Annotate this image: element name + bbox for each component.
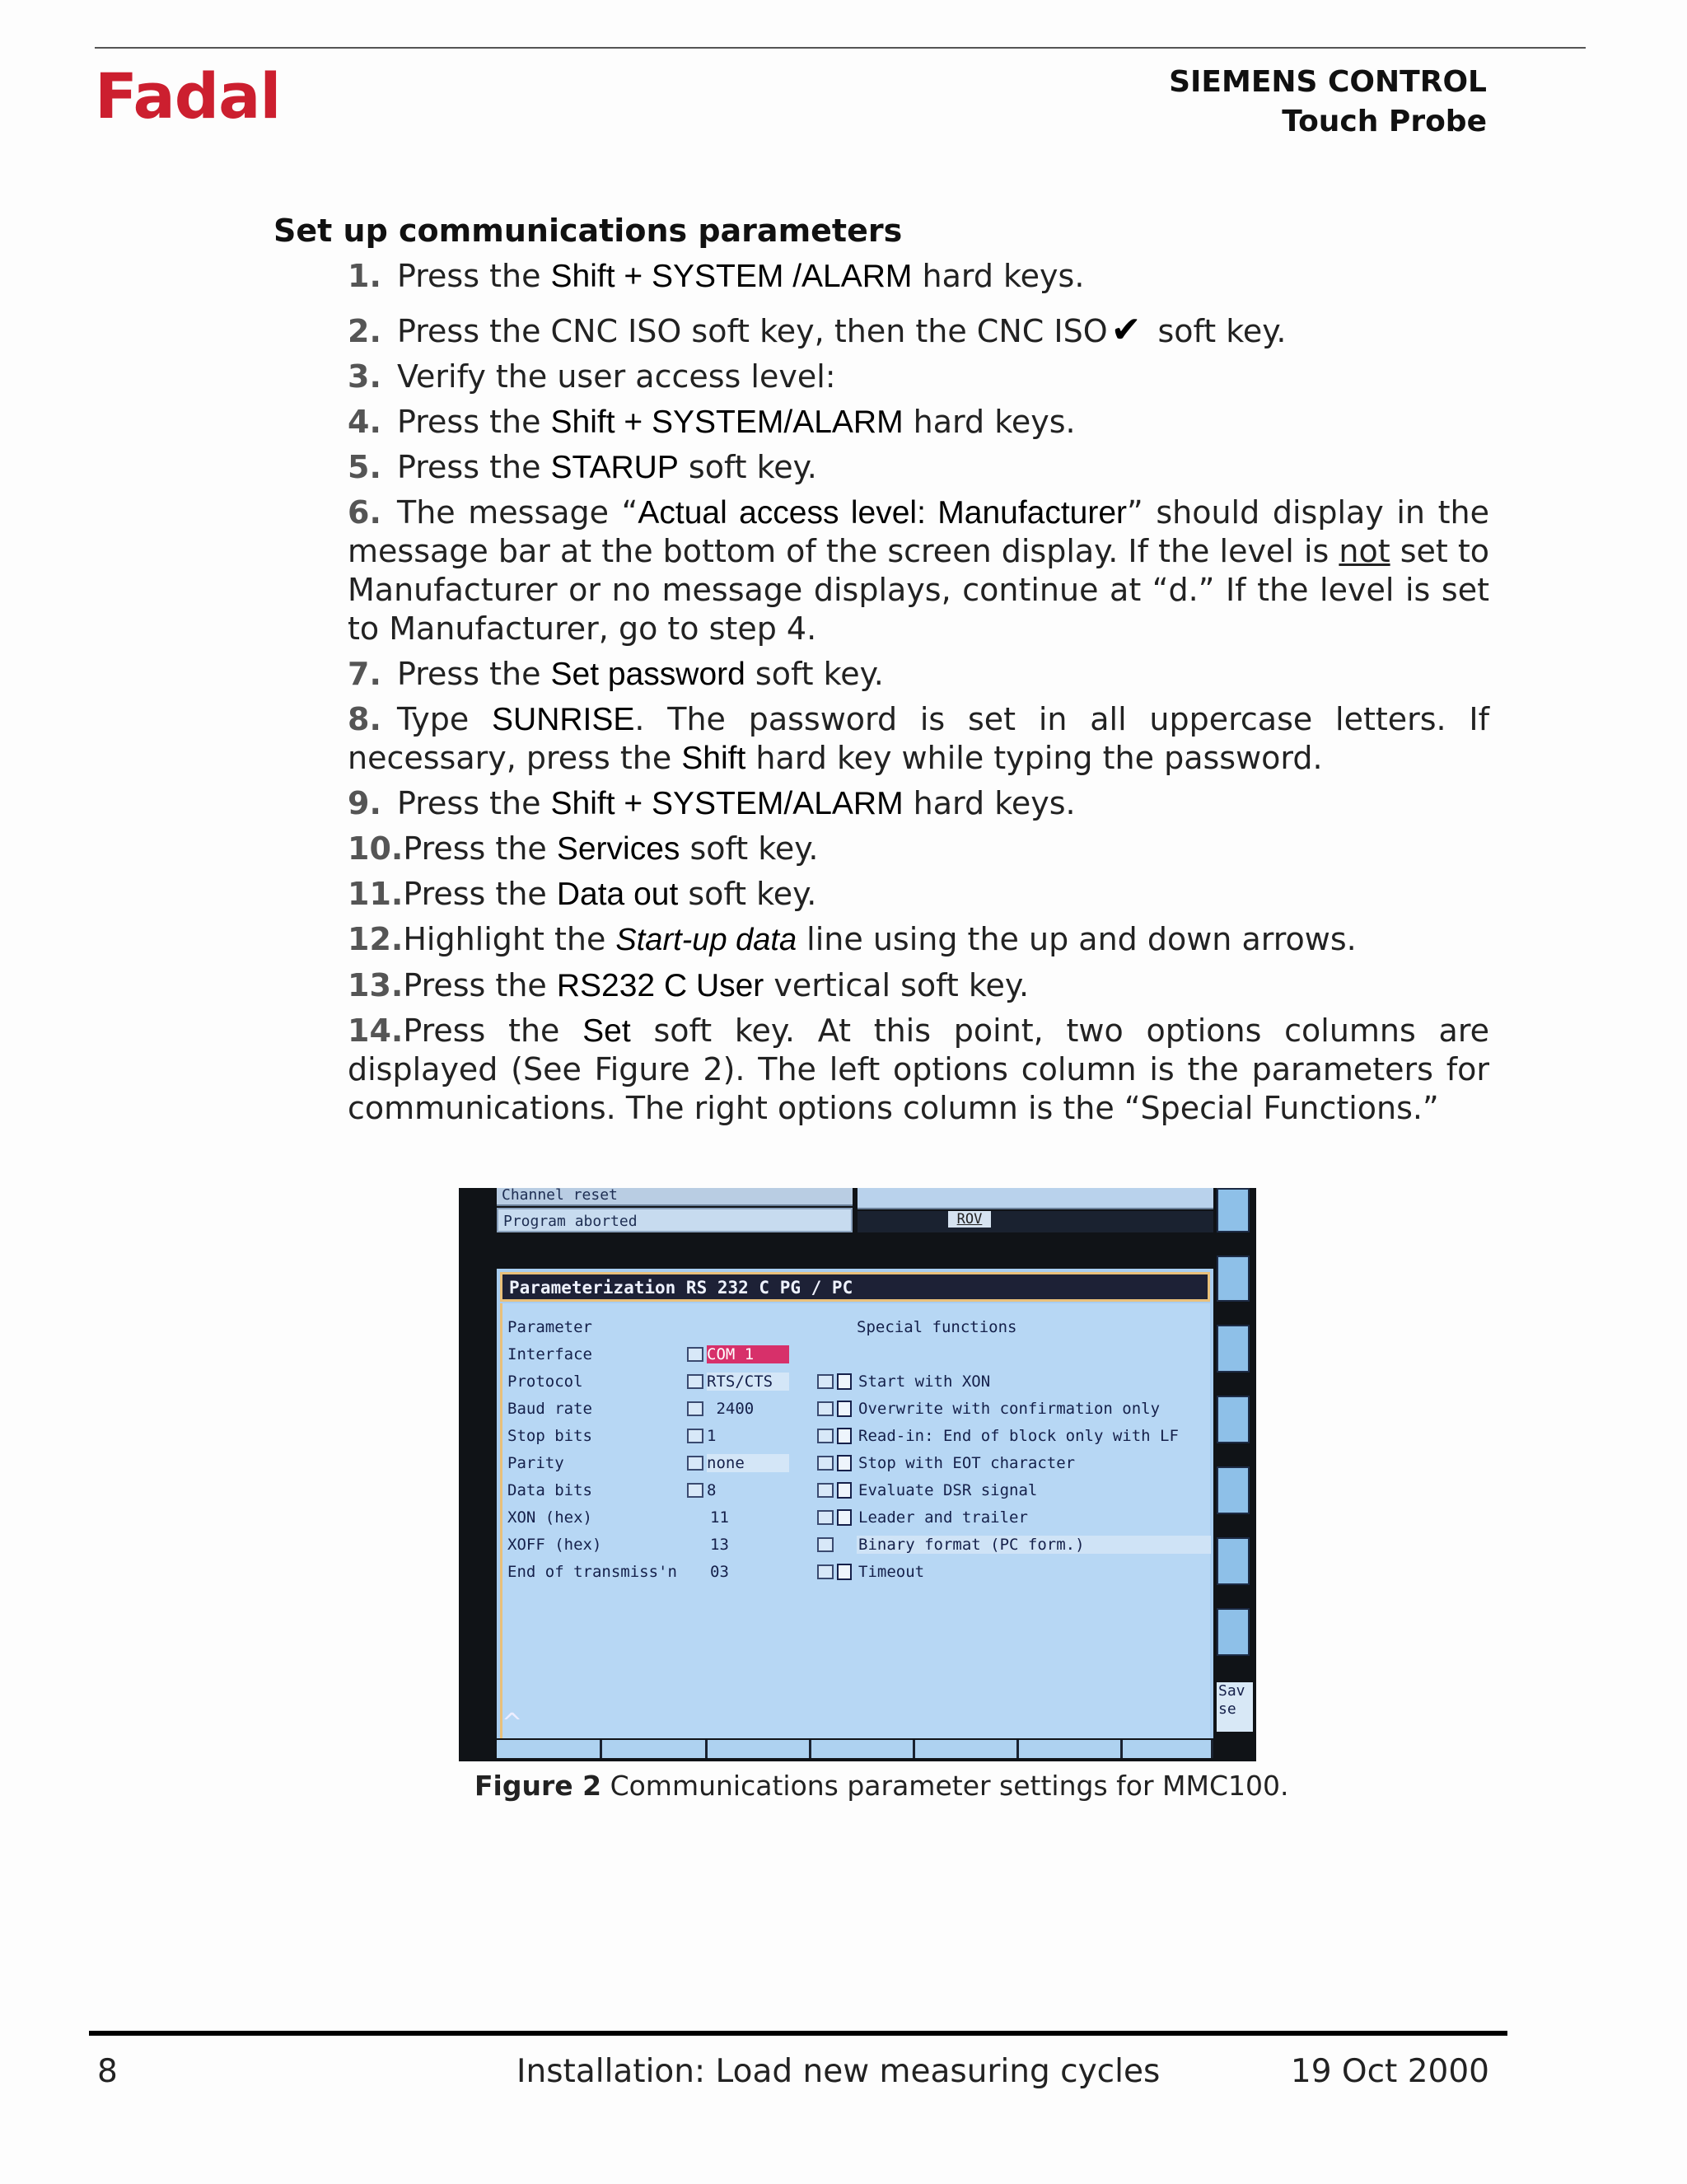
figure-caption-text: Communications parameter settings for MMC100. [601,1770,1289,1802]
step-number: 6. [348,494,381,531]
special-option-label: Read-in: End of block only with LF [858,1427,1179,1445]
special-option-label: Evaluate DSR signal [858,1481,1038,1499]
recall-caret-icon[interactable]: ^ [502,1709,523,1737]
param-label: Stop bits [507,1427,592,1445]
status-bar-right-dark [858,1211,1213,1232]
rov-indicator: ROV [948,1211,991,1228]
step-9 [348,784,1489,823]
key-name: Shift [681,741,746,776]
special-select-checkbox[interactable] [817,1510,834,1525]
key-name: Set [582,1013,631,1049]
special-select-checkbox[interactable] [817,1429,834,1443]
param-label: End of transmiss'n [507,1563,677,1581]
step-number: 3. [348,358,381,395]
special-option-checkbox[interactable] [837,1428,852,1444]
status-channel [497,1188,853,1206]
step-text: Press the [403,830,557,867]
vertical-softkey-1[interactable] [1217,1188,1250,1232]
step-number: 11. [348,876,404,912]
step-4 [348,403,1489,442]
step-number: 4. [348,404,381,440]
step-text: The message “ [397,494,638,531]
header-line-2: Touch Probe [1282,105,1487,138]
save-softkey-label: Sav se [1218,1682,1245,1718]
step-text: soft key. [680,830,819,867]
step-text: Press the [397,449,551,485]
header-title [1169,63,1487,142]
status-channel-text: Channel reset [502,1188,618,1204]
param-select-checkbox[interactable] [687,1374,703,1389]
figure-caption-label: Figure 2 [474,1770,602,1802]
section-title: Set up communications parameters [273,213,903,249]
param-select-checkbox[interactable] [687,1483,703,1498]
horizontal-softkey-1[interactable] [497,1740,602,1758]
vertical-softkey-save[interactable] [1217,1682,1253,1732]
panel-title-bar [500,1272,1210,1302]
footer-title: Installation: Load new measuring cycles [516,2053,1161,2090]
param-label: Data bits [507,1481,592,1499]
vertical-softkey-4[interactable] [1217,1396,1250,1443]
param-select-checkbox[interactable] [687,1429,703,1443]
step-list [348,257,1489,1134]
param-select-checkbox[interactable] [687,1347,703,1362]
special-option-label: Overwrite with confirmation only [858,1400,1161,1418]
special-option-checkbox[interactable] [837,1401,852,1417]
param-select-checkbox[interactable] [687,1456,703,1471]
special-option-checkbox[interactable] [837,1509,852,1526]
key-name: Services [556,831,680,867]
step-text: hard key while typing the password. [745,740,1323,776]
panel-title: Parameterization RS 232 C PG / PC [509,1278,853,1298]
special-option-label: Binary format (PC form.) [858,1536,1085,1554]
param-value[interactable]: 1 [707,1427,717,1445]
brand-logo: Fadal [95,59,281,133]
step-2 [348,311,1489,351]
param-value[interactable]: 13 [710,1536,729,1554]
special-option-checkbox[interactable] [837,1455,852,1471]
special-option-label: Start with XON [858,1373,991,1391]
key-name: Data out [556,877,679,912]
step-14 [348,1012,1489,1128]
step-number: 2. [348,313,381,349]
step-text: hard keys. [903,785,1076,821]
step-number: 12. [348,921,404,957]
horizontal-softkey-2[interactable] [602,1740,708,1758]
step-6 [348,493,1489,648]
header-line-1: SIEMENS CONTROL [1169,65,1487,99]
param-label: Baud rate [507,1400,592,1418]
special-option-checkbox[interactable] [837,1482,852,1499]
panel-body [500,1303,1210,1738]
step-text: vertical soft key. [764,967,1030,1003]
footer-rule [89,2031,1507,2036]
special-select-checkbox[interactable] [817,1401,834,1416]
vertical-softkey-2[interactable] [1217,1256,1250,1302]
param-label: Protocol [507,1373,583,1391]
step-number: 8. [348,701,381,737]
message-text: Actual access level: Manufacturer [638,495,1128,531]
param-value[interactable]: none [707,1454,745,1472]
step-text: Highlight the [403,921,616,957]
special-functions-header: Special functions [857,1318,1017,1336]
param-value[interactable]: 03 [710,1563,729,1581]
step-text: Press the [403,1012,583,1049]
special-select-checkbox[interactable] [817,1374,834,1389]
step-number: 1. [348,258,381,294]
step-text: Press the CNC ISO soft key, then the CNC ISO [397,313,1108,349]
step-7 [348,655,1489,694]
step-1 [348,257,1489,296]
line-name: Start-up data [615,923,797,957]
step-text: soft key. [678,876,817,912]
special-select-checkbox[interactable] [817,1564,834,1579]
key-name: RS232 C User [556,968,764,1003]
param-label: XOFF (hex) [507,1536,602,1554]
checkmark-icon: ✔ [1110,309,1142,351]
step-text: soft key. At this point, two options columns are displayed (See Figure 2). The left options column is the parameters for communications. The right options column is the “Special Functions.” [348,1012,1489,1126]
param-label: Parity [507,1454,564,1472]
param-value-interface[interactable]: COM 1 [707,1345,789,1363]
key-name: Shift + SYSTEM/ALARM [550,405,904,440]
step-text: . The password is set in all uppercase letters. If necessary, press the [348,701,1489,776]
special-select-checkbox[interactable] [817,1456,834,1471]
param-label: Interface [507,1345,592,1363]
param-value[interactable]: 11 [710,1508,729,1527]
page-number: 8 [97,2053,118,2090]
step-3 [348,358,1489,396]
horizontal-softkey-5[interactable] [915,1740,1019,1758]
vertical-softkey-5[interactable] [1217,1466,1250,1514]
emphasis-not: not [1339,533,1390,569]
key-name: STARUP [550,450,679,485]
step-text: Press the [397,785,551,821]
figure-caption [474,1770,1288,1802]
footer-date: 19 Oct 2000 [1290,2053,1489,2090]
special-option-checkbox[interactable] [837,1564,852,1580]
parameter-panel [497,1269,1213,1738]
vertical-softkey-7[interactable] [1217,1608,1250,1656]
step-text: hard keys. [912,258,1085,294]
key-name: Set password [550,657,745,692]
step-10 [348,830,1489,868]
param-label: XON (hex) [507,1508,592,1527]
step-number: 7. [348,656,381,692]
special-option-label: Stop with EOT character [858,1454,1076,1472]
horizontal-softkey-6[interactable] [1019,1740,1123,1758]
status-program [497,1208,853,1232]
special-select-checkbox[interactable] [817,1483,834,1498]
vertical-softkey-3[interactable] [1217,1325,1250,1373]
key-name: Shift + SYSTEM /ALARM [550,259,913,294]
param-value[interactable]: 2400 [707,1400,755,1418]
step-13 [348,966,1489,1005]
step-8 [348,700,1489,778]
step-text: Press the [403,876,557,912]
status-bar-right [858,1188,1213,1209]
step-text: Type [397,701,493,737]
param-value[interactable]: RTS/CTS [707,1373,773,1391]
step-text: line using the up and down arrows. [797,921,1357,957]
special-select-checkbox[interactable] [817,1537,834,1552]
step-text: soft key. [745,656,884,692]
param-value[interactable]: 8 [707,1481,717,1499]
step-text: set to Manufacturer or no message displays, continue at “d.” If the level is set to Manufacturer, go to step 4. [348,533,1490,647]
status-program-text: Program aborted [503,1213,638,1230]
special-option-checkbox[interactable] [837,1373,852,1390]
step-text: Press the [397,258,551,294]
step-text: ” should display in the message bar at the bottom of the screen display. If the level is [348,494,1489,569]
step-number: 5. [348,449,381,485]
special-option-label: Timeout [858,1563,925,1581]
special-option-label: Leader and trailer [858,1508,1028,1527]
step-text: Press the [403,967,557,1003]
step-text: hard keys. [903,404,1076,440]
step-text: Press the [397,404,551,440]
step-text: Press the [397,656,551,692]
horizontal-softkey-7[interactable] [1123,1740,1213,1758]
step-number: 13. [348,967,404,1003]
key-name: Shift + SYSTEM/ALARM [550,786,904,821]
param-select-checkbox[interactable] [687,1401,703,1416]
step-number: 10. [348,830,404,867]
horizontal-softkey-3[interactable] [708,1740,811,1758]
password-text: SUNRISE [492,702,635,737]
step-text: soft key. [1157,313,1287,349]
step-11 [348,875,1489,914]
vertical-softkey-6[interactable] [1217,1537,1250,1585]
step-5 [348,448,1489,487]
horizontal-softkey-4[interactable] [811,1740,915,1758]
step-number: 14. [348,1012,404,1049]
figure-screen-photo [459,1188,1256,1761]
step-12 [348,920,1489,960]
step-number: 9. [348,785,381,821]
header-rule [95,47,1586,49]
step-text: Verify the user access level: [397,358,836,395]
parameter-header: Parameter [507,1318,592,1336]
step-text: soft key. [678,449,817,485]
